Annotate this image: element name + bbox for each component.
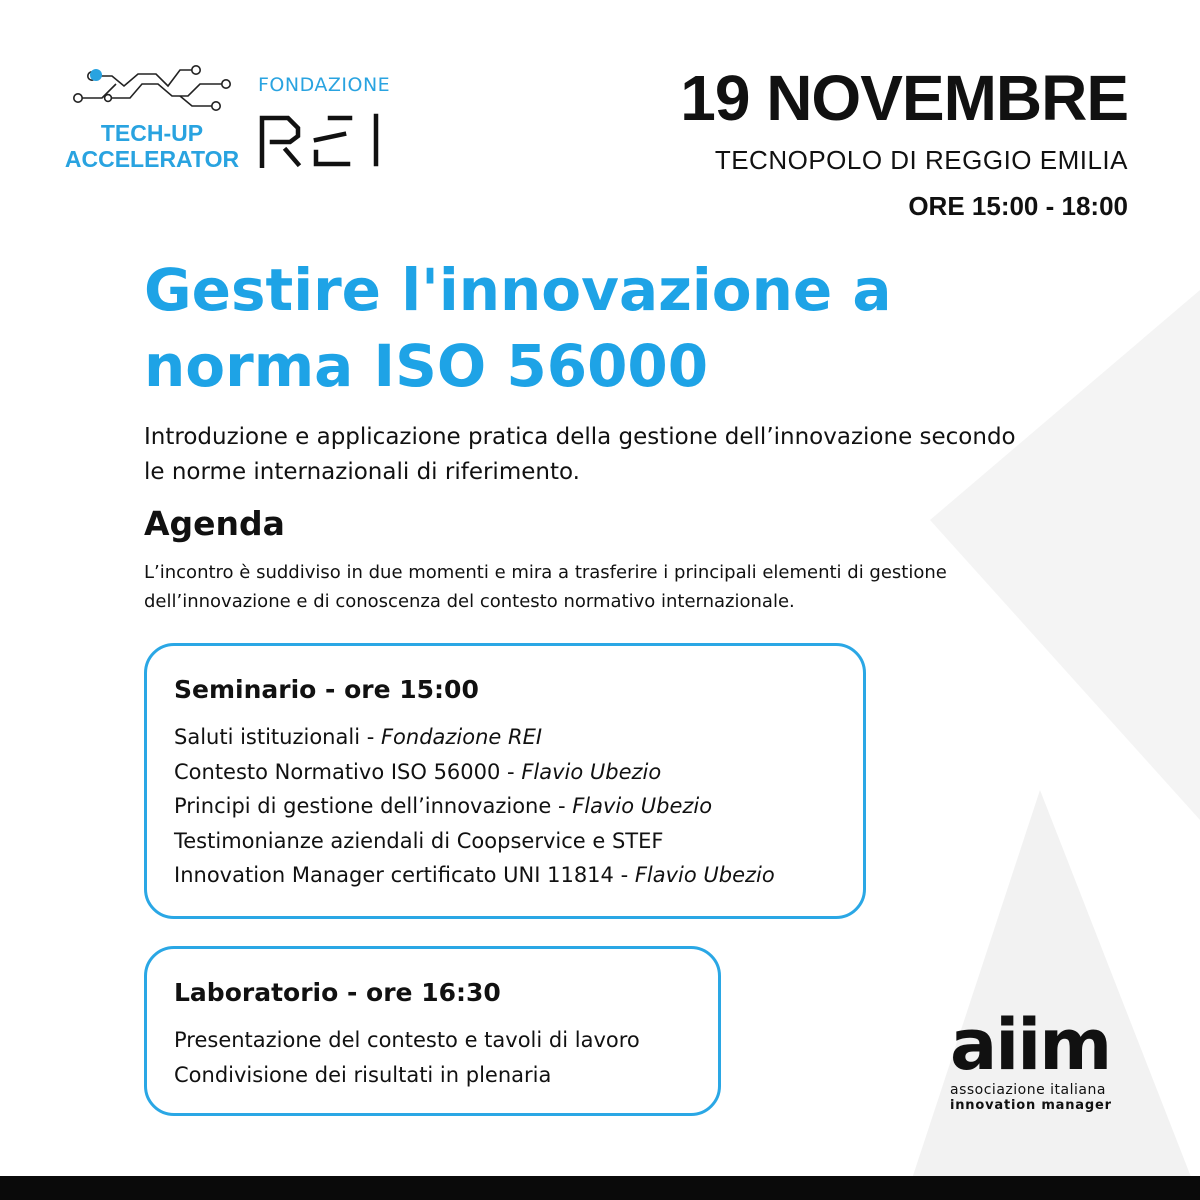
techup-wordmark <box>62 120 242 172</box>
item-speaker: Fondazione REI <box>380 725 543 749</box>
item-text: Contesto Normativo ISO 56000 - <box>174 759 522 784</box>
item-speaker: Flavio Ubezio <box>521 759 662 784</box>
item-text: Presentazione del contesto e tavoli di lavoro <box>174 1028 640 1052</box>
page-title: Gestire l'innovazione a norma ISO 56000 <box>144 256 892 400</box>
list-item <box>174 824 836 859</box>
seminario-list <box>174 720 836 893</box>
techup-line2: ACCELERATOR <box>64 146 240 172</box>
fondazione-label: FONDAZIONE <box>258 74 391 96</box>
agenda-heading: Agenda <box>144 504 285 543</box>
item-speaker: Flavio Ubezio <box>572 794 713 818</box>
aiim-tagline-2: innovation manager <box>950 1098 1112 1113</box>
background-triangle-lower <box>905 790 1200 1200</box>
agenda-description: L’incontro è suddiviso in due momenti e mira a trasferire i principali elementi di gestione dell’innovazione e di conoscenza del contesto normativo internazionale. <box>144 562 947 612</box>
event-location: TECNOPOLO DI REGGIO EMILIA <box>714 145 1128 175</box>
page-subtitle: Introduzione e applicazione pratica della gestione dell’innovazione secondo le norme internazionali di riferimento. <box>144 424 1016 485</box>
list-item <box>174 720 836 755</box>
item-speaker: Flavio Ubezio <box>634 863 775 887</box>
event-date: 19 NOVEMBRE <box>680 62 1128 134</box>
laboratorio-title: Laboratorio - ore 16:30 <box>174 978 501 1007</box>
seminario-title: Seminario - ore 15:00 <box>174 675 479 704</box>
aiim-logo <box>950 1004 1130 1114</box>
list-item <box>174 1023 691 1058</box>
aiim-wordmark: aiim <box>950 1004 1111 1086</box>
circuit-node-accent <box>90 69 102 81</box>
techup-line1: TECH-UP <box>100 120 204 146</box>
aiim-tagline-1: associazione italiana <box>950 1082 1106 1098</box>
item-text: Condivisione dei risultati in plenaria <box>174 1062 552 1087</box>
event-time: ORE 15:00 - 18:00 <box>908 191 1128 221</box>
laboratorio-list <box>174 1023 691 1092</box>
techup-accelerator-logo <box>62 62 242 182</box>
rei-mark-icon <box>258 106 388 168</box>
list-item <box>174 755 836 790</box>
fondazione-rei-logo <box>256 74 396 174</box>
item-text: Testimonianze aziendali di Coopservice e STEF <box>174 828 664 853</box>
circuit-icon <box>72 62 232 112</box>
list-item <box>174 1058 691 1093</box>
list-item <box>174 858 836 893</box>
item-text: Principi di gestione dell’innovazione - <box>174 794 573 818</box>
seminario-card <box>144 643 866 919</box>
item-text: Saluti istituzionali - <box>174 725 381 749</box>
list-item <box>174 789 836 824</box>
footer-bar <box>0 1176 1200 1200</box>
laboratorio-card <box>144 946 721 1116</box>
item-text: Innovation Manager certificato UNI 11814 - <box>174 863 635 887</box>
